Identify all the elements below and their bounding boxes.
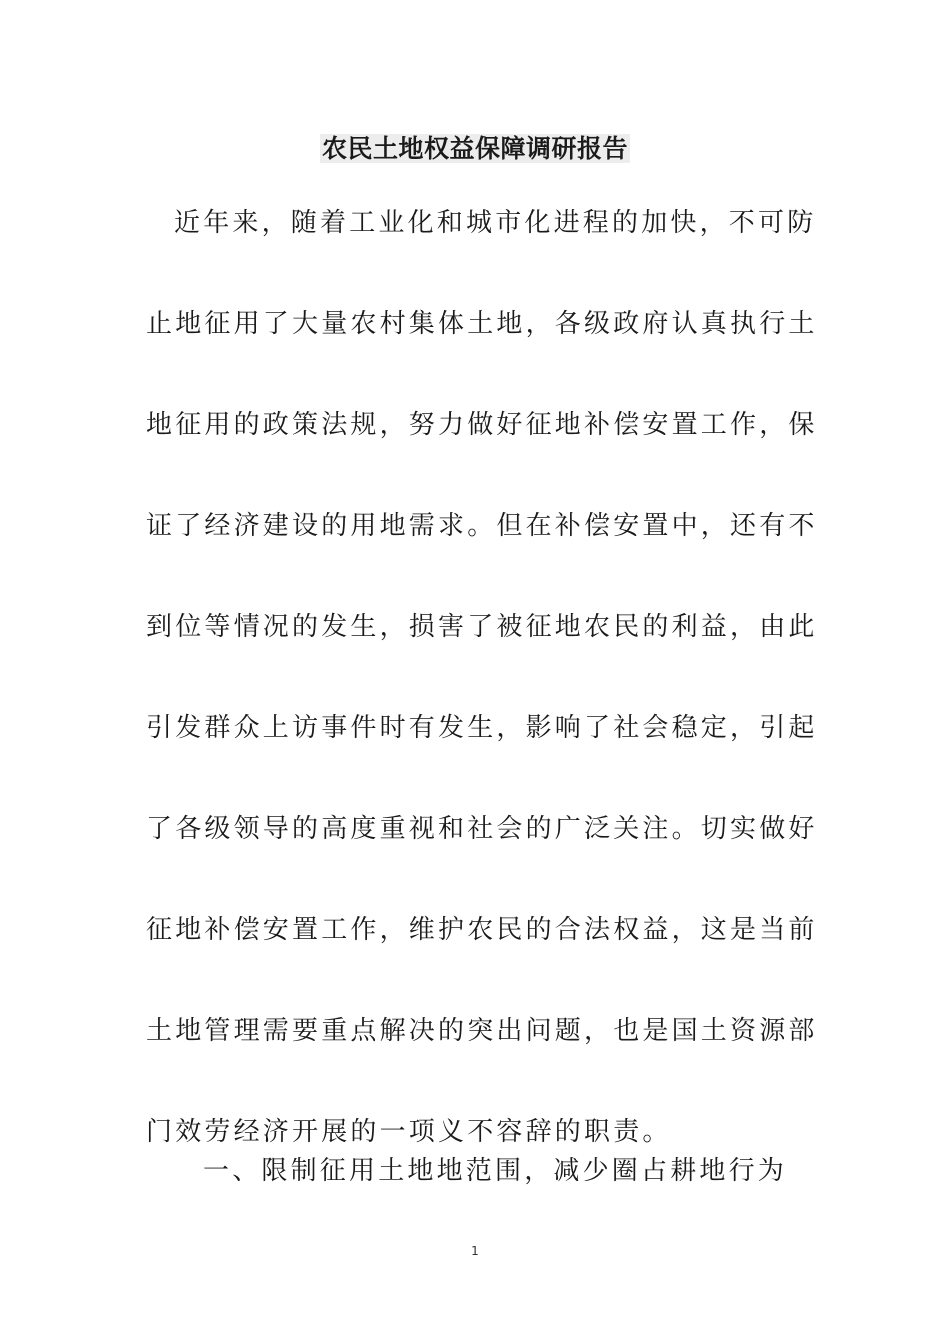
paragraph-line: 门效劳经济开展的一项义不容辞的职责。 [146,1117,672,1147]
paragraph-line: 到位等情况的发生，损害了被征地农民的利益，由此 [146,612,818,642]
paragraph-line: 土地管理需要重点解决的突出问题，也是国土资源部 [146,1016,818,1046]
paragraph-line: 地征用的政策法规，努力做好征地补偿安置工作，保 [146,410,818,440]
paragraph-line: 近年来，随着工业化和城市化进程的加快，不可防 [174,208,817,238]
page-number: 1 [471,1244,479,1258]
paragraph-line: 了各级领导的高度重视和社会的广泛关注。切实做好 [146,814,818,844]
document-title-text: 农民土地权益保障调研报告 [321,134,628,163]
intro-paragraph [146,173,818,1183]
paragraph-line: 证了经济建设的用地需求。但在补偿安置中，还有不 [146,511,818,541]
paragraph-line: 征地补偿安置工作，维护农民的合法权益，这是当前 [146,915,818,945]
section-heading: 一、限制征用土地地范围，减少圈占耕地行为 [203,1156,788,1186]
paragraph-line: 引发群众上访事件时有发生，影响了社会稳定，引起 [146,713,818,743]
document-title [0,131,950,167]
paragraph-line: 止地征用了大量农村集体土地，各级政府认真执行土 [146,309,818,339]
